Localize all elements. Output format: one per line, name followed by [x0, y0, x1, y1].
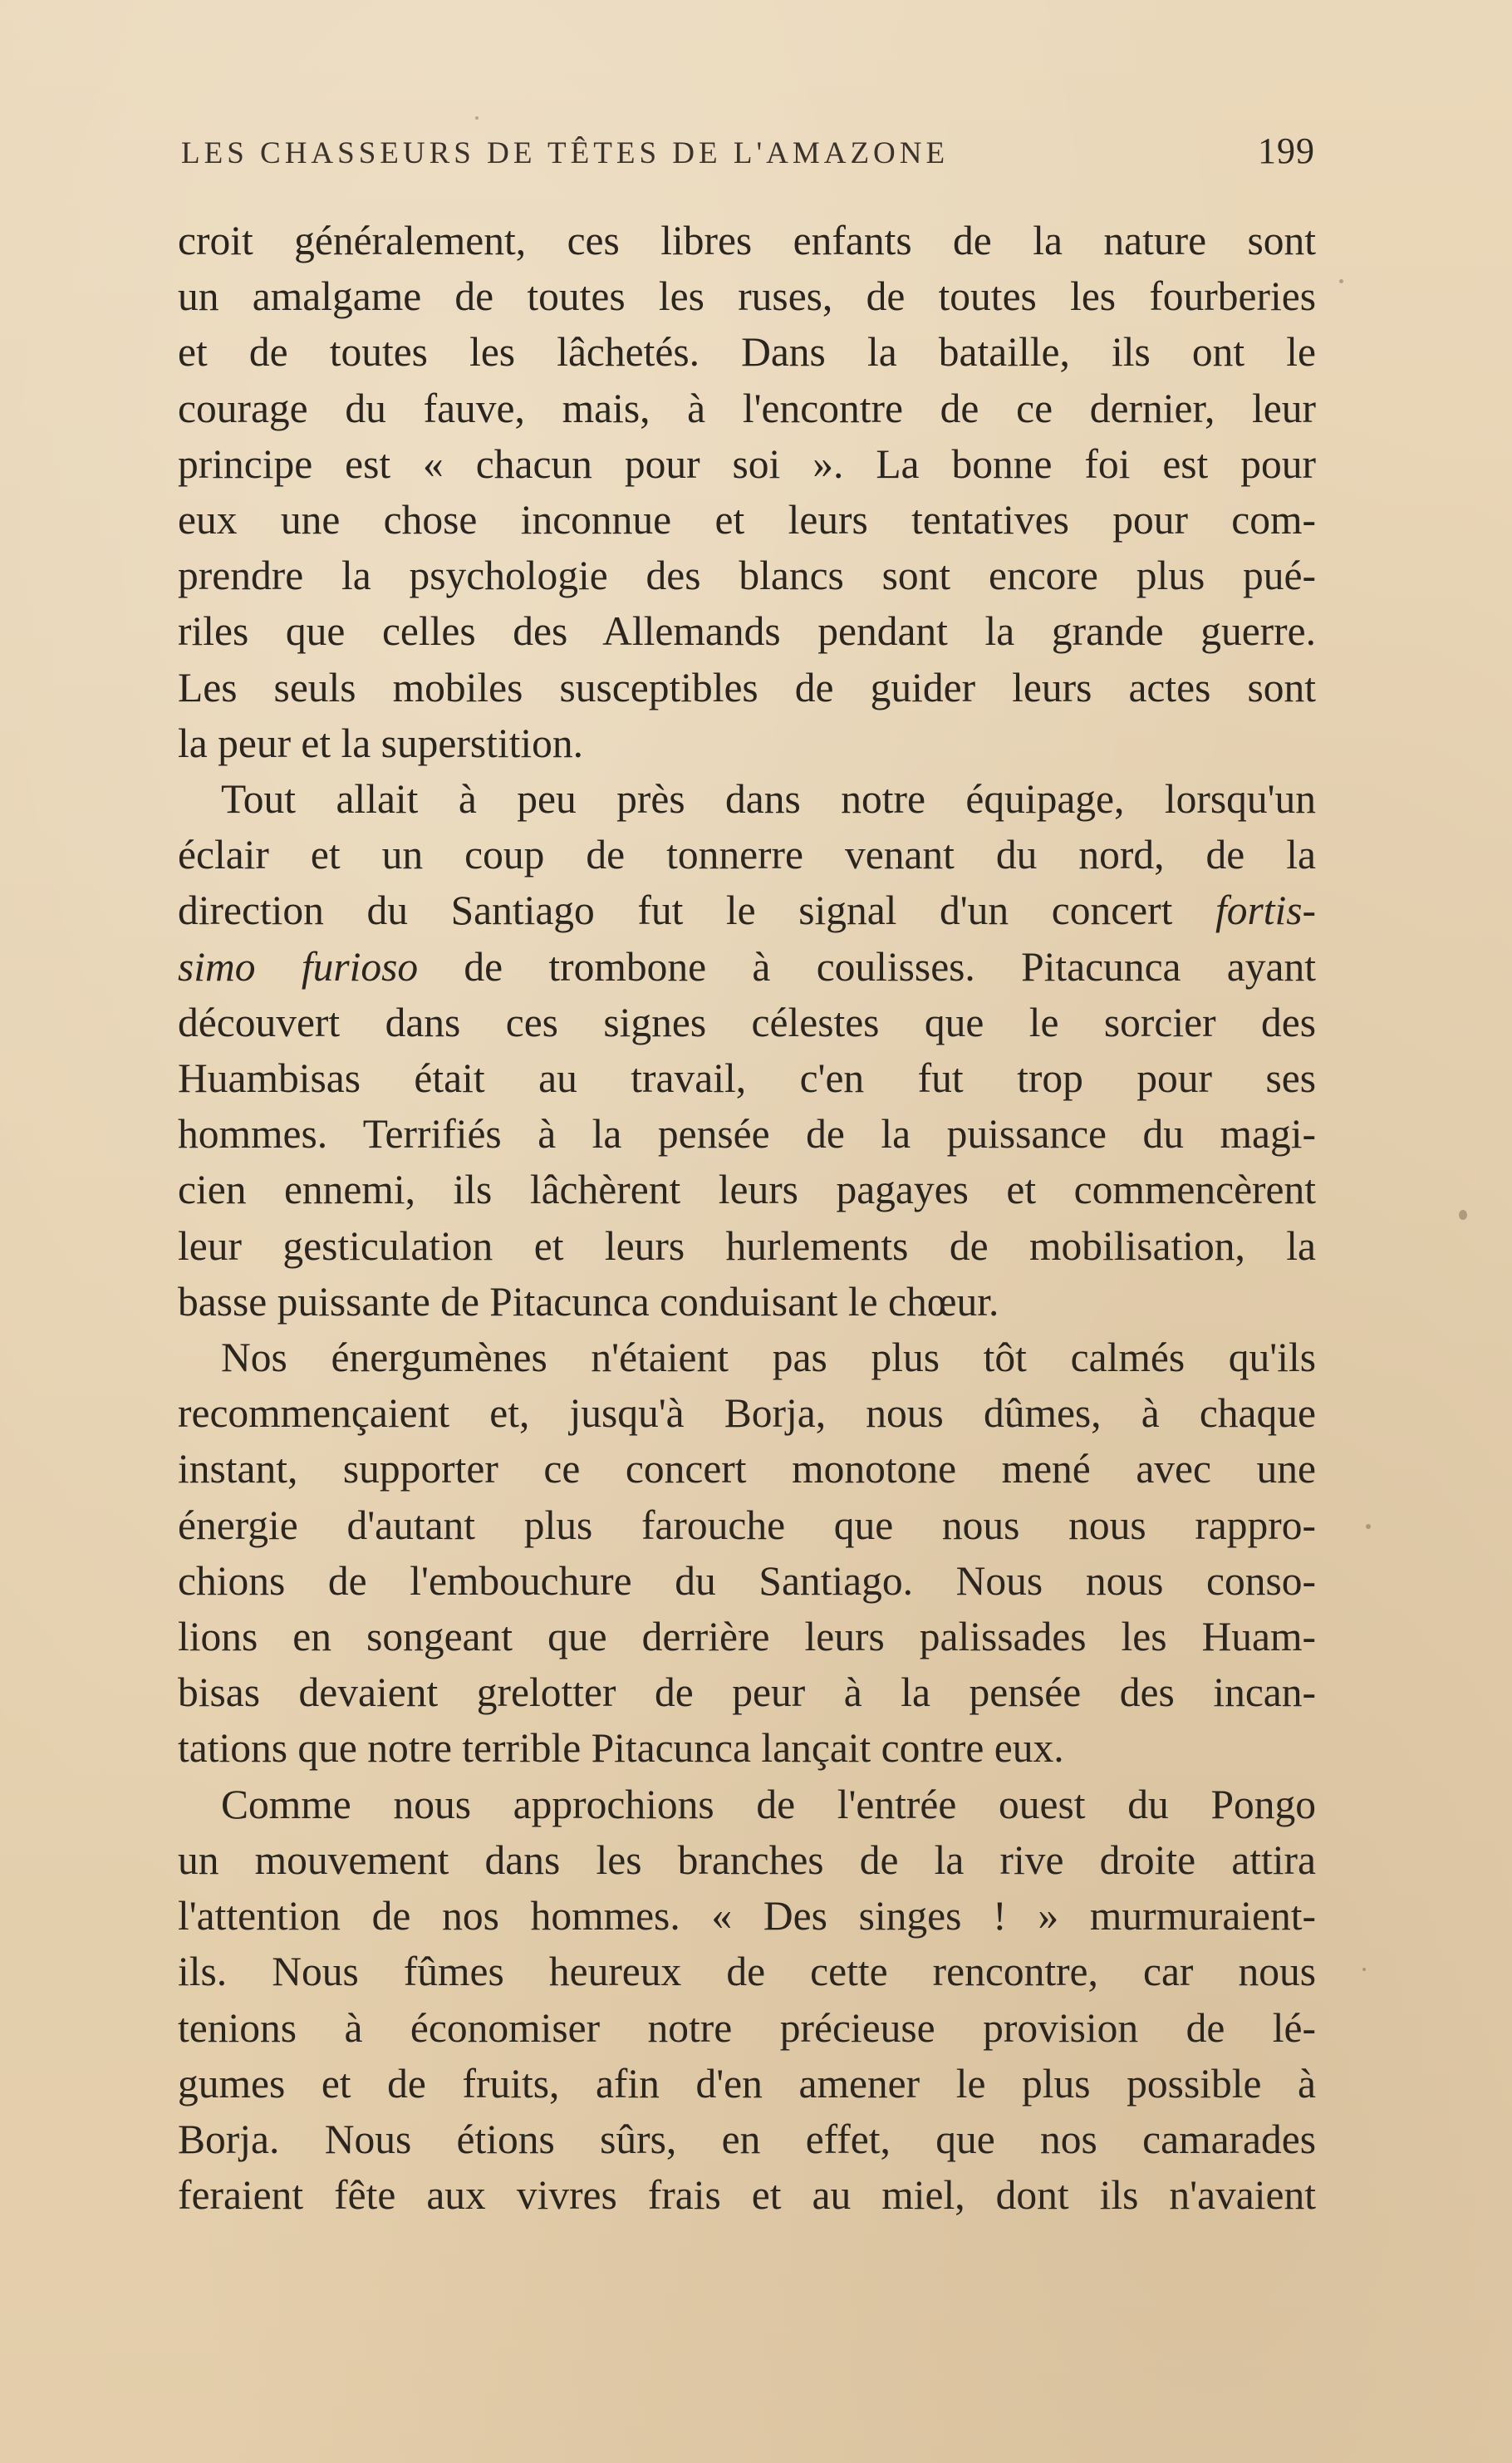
text-line: un amalgame de toutes les ruses, de toutes les fourberies [178, 273, 1316, 320]
text-line: hommes. Terrifiés à la pensée de la puissance du magi- [178, 1111, 1316, 1158]
paper-speck [1459, 1210, 1467, 1220]
paper-speck [1362, 1968, 1366, 1971]
text-line: cien ennemi, ils lâchèrent leurs pagayes et commencèrent [178, 1167, 1316, 1213]
text-line: prendre la psychologie des blancs sont encore plus pué- [178, 553, 1316, 599]
paper-speck [1366, 1524, 1371, 1529]
text-line: lions en songeant que derrière leurs palissades les Huam- [178, 1614, 1316, 1660]
text-line: la peur et la superstition. [178, 720, 583, 766]
text-line: Nos énergumènes n'étaient pas plus tôt calmés qu'ils [221, 1335, 1316, 1381]
text-line: Huambisas était au travail, c'en fut trop pour ses [178, 1055, 1316, 1102]
text-line [178, 882, 1316, 938]
text-line: découvert dans ces signes célestes que le sorcier des [178, 999, 1316, 1045]
italic-word: fortis- [1215, 887, 1316, 934]
paragraph-4 [178, 1777, 1316, 2224]
text-line: riles que celles des Allemands pendant la grande guerre. [178, 608, 1316, 655]
text-line: un mouvement dans les branches de la rive droite attira [178, 1836, 1316, 1883]
running-title: LES CHASSEURS DE TÊTES DE L'AMAZONE [181, 136, 950, 170]
text-line: tations que notre terrible Pitacunca lançait contre eux. [178, 1725, 1064, 1772]
text-segment: direction du Santiago fut le signal d'un concert [178, 887, 1215, 934]
italic-word: furioso [301, 943, 419, 990]
text-line: et de toutes les lâchetés. Dans la bataille, ils ont le [178, 329, 1316, 376]
text-line [178, 939, 1316, 995]
text-line: éclair et un coup de tonnerre venant du nord, de la [178, 832, 1316, 878]
italic-word: simo [178, 943, 256, 990]
text-line: chions de l'embouchure du Santiago. Nous nous conso- [178, 1557, 1316, 1604]
text-line: Borja. Nous étions sûrs, en effet, que nos camarades [178, 2116, 1316, 2162]
body-text [178, 213, 1316, 2223]
text-line: l'attention de nos hommes. « Des singes ! » murmuraient- [178, 1893, 1316, 1939]
text-line: croit généralement, ces libres enfants de la nature sont [178, 218, 1316, 263]
text-line: principe est « chacun pour soi ». La bonne foi est pour [178, 440, 1316, 487]
text-line: leur gesticulation et leurs hurlements de mobilisation, la [178, 1222, 1316, 1269]
text-line: recommençaient et, jusqu'à Borja, nous dûmes, à chaque [178, 1390, 1316, 1437]
text-line: eux une chose inconnue et leurs tentatives pour com- [178, 497, 1316, 543]
text-line: Tout allait à peu près dans notre équipage, lorsqu'un [221, 776, 1316, 823]
page-number: 199 [1258, 130, 1315, 171]
text-line: Les seuls mobiles susceptibles de guider leurs actes sont [178, 664, 1316, 710]
paragraph-3 [178, 1330, 1316, 1777]
text-line: instant, supporter ce concert monotone mené avec une [178, 1446, 1316, 1492]
text-line: Comme nous approchions de l'entrée ouest du Pongo [221, 1781, 1316, 1827]
text-line: tenions à économiser notre précieuse provision de lé- [178, 2004, 1316, 2051]
page-header [181, 130, 1315, 179]
paragraph-1 [178, 213, 1316, 771]
text-line: ils. Nous fûmes heureux de cette rencontre, car nous [178, 1949, 1316, 1995]
paragraph-2 [178, 771, 1316, 1330]
paper-speck [1339, 279, 1343, 283]
text-line: feraient fête aux vivres frais et au miel, dont ils n'avaient [178, 2172, 1316, 2219]
text-segment: de trombone à coulisses. Pitacunca ayant [418, 943, 1316, 990]
text-line: gumes et de fruits, afin d'en amener le plus possible à [178, 2060, 1316, 2107]
text-line: énergie d'autant plus farouche que nous nous rappro- [178, 1502, 1316, 1548]
paper-speck [475, 116, 479, 120]
text-line: bisas devaient grelotter de peur à la pensée des incan- [178, 1669, 1316, 1716]
text-line: basse puissante de Pitacunca conduisant le chœur. [178, 1278, 999, 1325]
text-line: courage du fauve, mais, à l'encontre de ce dernier, leur [178, 385, 1316, 431]
